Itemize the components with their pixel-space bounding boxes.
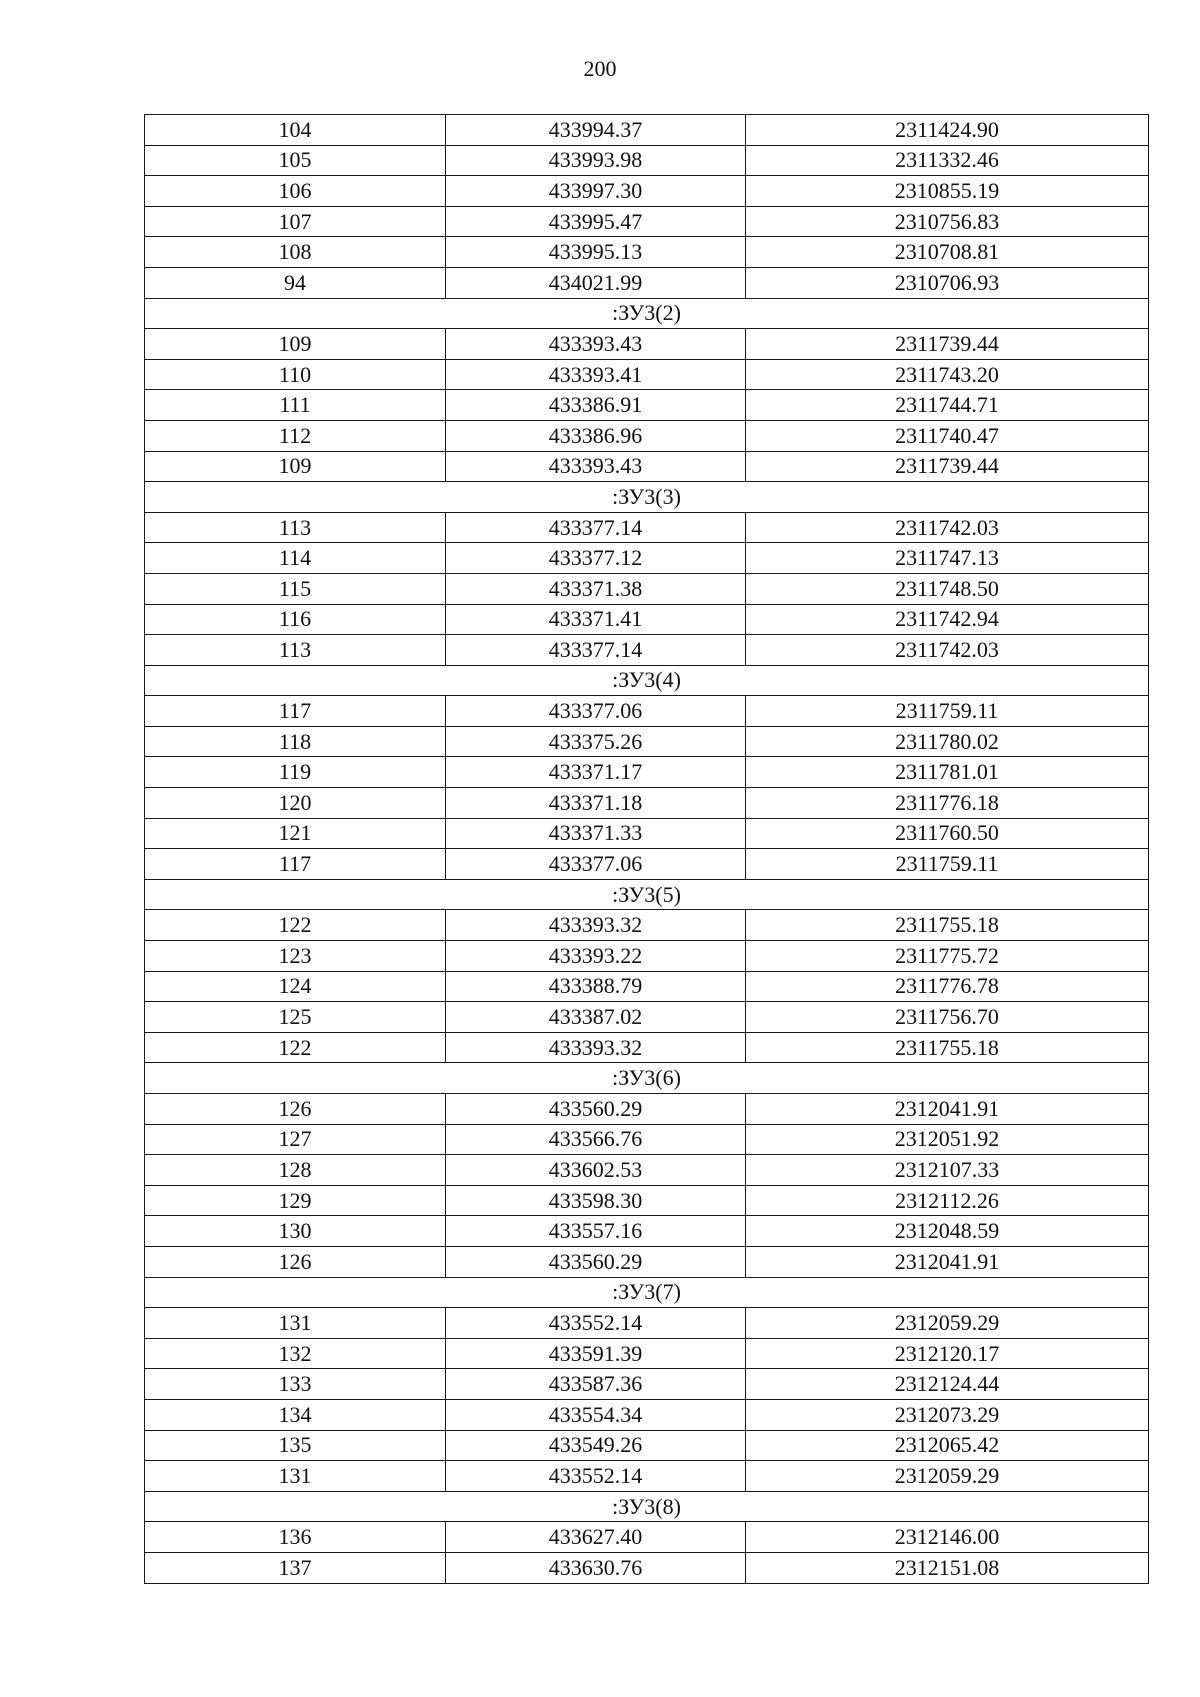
table-row — [145, 451, 1149, 482]
y-coordinate-cell: 2311775.72 — [746, 941, 1149, 972]
x-coordinate-cell: 433388.79 — [446, 971, 746, 1002]
x-coordinate-cell: 433995.47 — [446, 206, 746, 237]
point-number-cell: 94 — [145, 267, 446, 298]
section-title: :ЗУ3(2) — [145, 298, 1149, 329]
point-number-cell: 107 — [145, 206, 446, 237]
point-number-cell: 110 — [145, 359, 446, 390]
y-coordinate-cell: 2311742.03 — [746, 512, 1149, 543]
x-coordinate-cell: 433393.32 — [446, 1032, 746, 1063]
x-coordinate-cell: 433387.02 — [446, 1002, 746, 1033]
table-row — [145, 1308, 1149, 1339]
x-coordinate-cell: 433560.29 — [446, 1094, 746, 1125]
y-coordinate-cell: 2312051.92 — [746, 1124, 1149, 1155]
x-coordinate-cell: 433630.76 — [446, 1552, 746, 1583]
x-coordinate-cell: 433997.30 — [446, 176, 746, 207]
x-coordinate-cell: 433549.26 — [446, 1430, 746, 1461]
point-number-cell: 128 — [145, 1155, 446, 1186]
x-coordinate-cell: 433371.41 — [446, 604, 746, 635]
table-row — [145, 849, 1149, 880]
y-coordinate-cell: 2311332.46 — [746, 145, 1149, 176]
y-coordinate-cell: 2311748.50 — [746, 573, 1149, 604]
table-row — [145, 359, 1149, 390]
point-number-cell: 117 — [145, 696, 446, 727]
x-coordinate-cell: 433377.12 — [446, 543, 746, 574]
table-row — [145, 788, 1149, 819]
point-number-cell: 108 — [145, 237, 446, 268]
y-coordinate-cell: 2312151.08 — [746, 1552, 1149, 1583]
point-number-cell: 113 — [145, 635, 446, 666]
point-number-cell: 136 — [145, 1522, 446, 1553]
y-coordinate-cell: 2311740.47 — [746, 420, 1149, 451]
y-coordinate-cell: 2310855.19 — [746, 176, 1149, 207]
table-row — [145, 818, 1149, 849]
section-header-row — [145, 1491, 1149, 1522]
x-coordinate-cell: 433393.41 — [446, 359, 746, 390]
x-coordinate-cell: 433993.98 — [446, 145, 746, 176]
coordinates-table — [144, 114, 1149, 1584]
x-coordinate-cell: 433995.13 — [446, 237, 746, 268]
y-coordinate-cell: 2312107.33 — [746, 1155, 1149, 1186]
x-coordinate-cell: 433393.22 — [446, 941, 746, 972]
x-coordinate-cell: 433377.06 — [446, 696, 746, 727]
point-number-cell: 135 — [145, 1430, 446, 1461]
x-coordinate-cell: 433627.40 — [446, 1522, 746, 1553]
table-row — [145, 267, 1149, 298]
x-coordinate-cell: 433554.34 — [446, 1399, 746, 1430]
y-coordinate-cell: 2312112.26 — [746, 1185, 1149, 1216]
y-coordinate-cell: 2312146.00 — [746, 1522, 1149, 1553]
section-title: :ЗУ3(5) — [145, 879, 1149, 910]
point-number-cell: 134 — [145, 1399, 446, 1430]
table-row — [145, 941, 1149, 972]
point-number-cell: 104 — [145, 115, 446, 146]
x-coordinate-cell: 433557.16 — [446, 1216, 746, 1247]
coordinates-table-body — [145, 115, 1149, 1584]
table-row — [145, 635, 1149, 666]
point-number-cell: 127 — [145, 1124, 446, 1155]
y-coordinate-cell: 2311776.18 — [746, 788, 1149, 819]
point-number-cell: 133 — [145, 1369, 446, 1400]
table-row — [145, 1369, 1149, 1400]
point-number-cell: 106 — [145, 176, 446, 207]
y-coordinate-cell: 2312124.44 — [746, 1369, 1149, 1400]
table-row — [145, 971, 1149, 1002]
x-coordinate-cell: 433591.39 — [446, 1338, 746, 1369]
y-coordinate-cell: 2310708.81 — [746, 237, 1149, 268]
point-number-cell: 109 — [145, 451, 446, 482]
y-coordinate-cell: 2311759.11 — [746, 849, 1149, 880]
table-row — [145, 329, 1149, 360]
y-coordinate-cell: 2312065.42 — [746, 1430, 1149, 1461]
point-number-cell: 109 — [145, 329, 446, 360]
table-row — [145, 1338, 1149, 1369]
table-row — [145, 1094, 1149, 1125]
point-number-cell: 123 — [145, 941, 446, 972]
table-row — [145, 1246, 1149, 1277]
point-number-cell: 116 — [145, 604, 446, 635]
table-row — [145, 757, 1149, 788]
point-number-cell: 122 — [145, 910, 446, 941]
section-title: :ЗУ3(8) — [145, 1491, 1149, 1522]
table-row — [145, 1032, 1149, 1063]
x-coordinate-cell: 434021.99 — [446, 267, 746, 298]
y-coordinate-cell: 2311756.70 — [746, 1002, 1149, 1033]
y-coordinate-cell: 2311739.44 — [746, 451, 1149, 482]
point-number-cell: 111 — [145, 390, 446, 421]
table-row — [145, 1461, 1149, 1492]
table-row — [145, 573, 1149, 604]
table-row — [145, 910, 1149, 941]
y-coordinate-cell: 2311743.20 — [746, 359, 1149, 390]
point-number-cell: 131 — [145, 1308, 446, 1339]
point-number-cell: 121 — [145, 818, 446, 849]
table-row — [145, 1552, 1149, 1583]
section-header-row — [145, 665, 1149, 696]
x-coordinate-cell: 433560.29 — [446, 1246, 746, 1277]
point-number-cell: 114 — [145, 543, 446, 574]
x-coordinate-cell: 433393.43 — [446, 451, 746, 482]
section-title: :ЗУ3(3) — [145, 482, 1149, 513]
point-number-cell: 126 — [145, 1246, 446, 1277]
table-row — [145, 237, 1149, 268]
point-number-cell: 125 — [145, 1002, 446, 1033]
x-coordinate-cell: 433587.36 — [446, 1369, 746, 1400]
point-number-cell: 126 — [145, 1094, 446, 1125]
page-number: 200 — [583, 56, 617, 81]
y-coordinate-cell: 2311755.18 — [746, 910, 1149, 941]
x-coordinate-cell: 433377.06 — [446, 849, 746, 880]
table-row — [145, 1216, 1149, 1247]
section-header-row — [145, 1277, 1149, 1308]
point-number-cell: 124 — [145, 971, 446, 1002]
point-number-cell: 112 — [145, 420, 446, 451]
x-coordinate-cell: 433371.38 — [446, 573, 746, 604]
y-coordinate-cell: 2310706.93 — [746, 267, 1149, 298]
y-coordinate-cell: 2311739.44 — [746, 329, 1149, 360]
x-coordinate-cell: 433377.14 — [446, 635, 746, 666]
x-coordinate-cell: 433566.76 — [446, 1124, 746, 1155]
x-coordinate-cell: 433371.33 — [446, 818, 746, 849]
table-row — [145, 512, 1149, 543]
section-header-row — [145, 879, 1149, 910]
point-number-cell: 113 — [145, 512, 446, 543]
x-coordinate-cell: 433375.26 — [446, 726, 746, 757]
point-number-cell: 118 — [145, 726, 446, 757]
point-number-cell: 130 — [145, 1216, 446, 1247]
y-coordinate-cell: 2311755.18 — [746, 1032, 1149, 1063]
table-row — [145, 1155, 1149, 1186]
point-number-cell: 105 — [145, 145, 446, 176]
y-coordinate-cell: 2311780.02 — [746, 726, 1149, 757]
point-number-cell: 132 — [145, 1338, 446, 1369]
y-coordinate-cell: 2311776.78 — [746, 971, 1149, 1002]
point-number-cell: 119 — [145, 757, 446, 788]
y-coordinate-cell: 2311759.11 — [746, 696, 1149, 727]
table-row — [145, 390, 1149, 421]
y-coordinate-cell: 2311744.71 — [746, 390, 1149, 421]
point-number-cell: 115 — [145, 573, 446, 604]
point-number-cell: 117 — [145, 849, 446, 880]
table-row — [145, 696, 1149, 727]
section-title: :ЗУ3(4) — [145, 665, 1149, 696]
x-coordinate-cell: 433377.14 — [446, 512, 746, 543]
table-row — [145, 115, 1149, 146]
y-coordinate-cell: 2311424.90 — [746, 115, 1149, 146]
x-coordinate-cell: 433371.17 — [446, 757, 746, 788]
table-row — [145, 1124, 1149, 1155]
y-coordinate-cell: 2311747.13 — [746, 543, 1149, 574]
table-row — [145, 206, 1149, 237]
y-coordinate-cell: 2312120.17 — [746, 1338, 1149, 1369]
x-coordinate-cell: 433552.14 — [446, 1461, 746, 1492]
y-coordinate-cell: 2311760.50 — [746, 818, 1149, 849]
table-row — [145, 1430, 1149, 1461]
table-row — [145, 1399, 1149, 1430]
point-number-cell: 131 — [145, 1461, 446, 1492]
y-coordinate-cell: 2311781.01 — [746, 757, 1149, 788]
table-row — [145, 420, 1149, 451]
point-number-cell: 137 — [145, 1552, 446, 1583]
point-number-cell: 122 — [145, 1032, 446, 1063]
x-coordinate-cell: 433386.96 — [446, 420, 746, 451]
section-title: :ЗУ3(6) — [145, 1063, 1149, 1094]
table-row — [145, 726, 1149, 757]
table-row — [145, 176, 1149, 207]
y-coordinate-cell: 2312059.29 — [746, 1461, 1149, 1492]
x-coordinate-cell: 433994.37 — [446, 115, 746, 146]
table-row — [145, 543, 1149, 574]
x-coordinate-cell: 433386.91 — [446, 390, 746, 421]
table-row — [145, 604, 1149, 635]
x-coordinate-cell: 433552.14 — [446, 1308, 746, 1339]
y-coordinate-cell: 2311742.03 — [746, 635, 1149, 666]
section-header-row — [145, 482, 1149, 513]
table-row — [145, 145, 1149, 176]
x-coordinate-cell: 433393.43 — [446, 329, 746, 360]
y-coordinate-cell: 2312041.91 — [746, 1246, 1149, 1277]
section-header-row — [145, 1063, 1149, 1094]
section-title: :ЗУ3(7) — [145, 1277, 1149, 1308]
y-coordinate-cell: 2312041.91 — [746, 1094, 1149, 1125]
point-number-cell: 129 — [145, 1185, 446, 1216]
table-row — [145, 1185, 1149, 1216]
table-row — [145, 1002, 1149, 1033]
x-coordinate-cell: 433598.30 — [446, 1185, 746, 1216]
x-coordinate-cell: 433393.32 — [446, 910, 746, 941]
y-coordinate-cell: 2312073.29 — [746, 1399, 1149, 1430]
y-coordinate-cell: 2310756.83 — [746, 206, 1149, 237]
y-coordinate-cell: 2312059.29 — [746, 1308, 1149, 1339]
section-header-row — [145, 298, 1149, 329]
x-coordinate-cell: 433602.53 — [446, 1155, 746, 1186]
table-row — [145, 1522, 1149, 1553]
x-coordinate-cell: 433371.18 — [446, 788, 746, 819]
y-coordinate-cell: 2311742.94 — [746, 604, 1149, 635]
point-number-cell: 120 — [145, 788, 446, 819]
y-coordinate-cell: 2312048.59 — [746, 1216, 1149, 1247]
